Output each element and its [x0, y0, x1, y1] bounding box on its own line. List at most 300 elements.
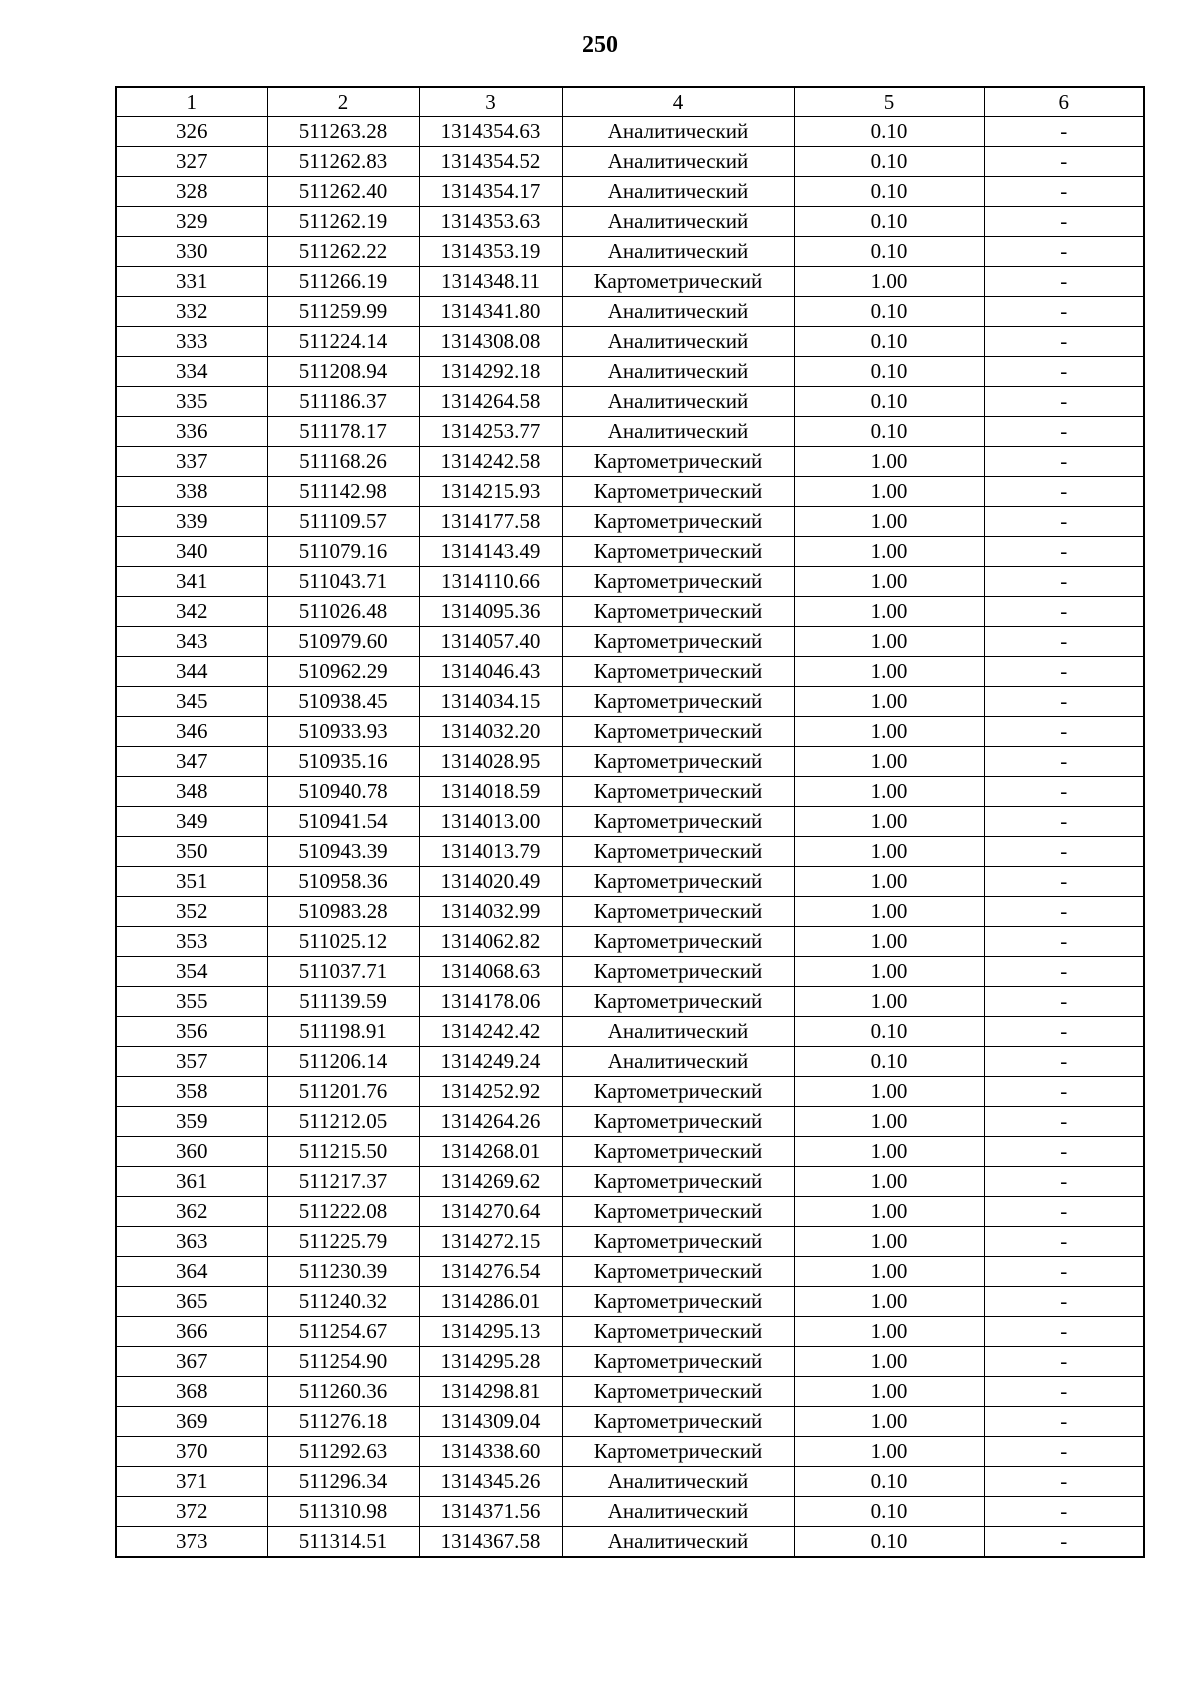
x-coordinate-cell: 511109.57 — [267, 507, 419, 537]
point-number-cell: 363 — [116, 1227, 267, 1257]
note-cell: - — [984, 957, 1144, 987]
table-row — [116, 177, 1144, 207]
method-cell: Картометрический — [562, 507, 794, 537]
x-coordinate-cell: 511260.36 — [267, 1377, 419, 1407]
point-number-cell: 365 — [116, 1287, 267, 1317]
y-coordinate-cell: 1314269.62 — [419, 1167, 562, 1197]
point-number-cell: 329 — [116, 207, 267, 237]
method-cell: Картометрический — [562, 777, 794, 807]
method-cell: Картометрический — [562, 927, 794, 957]
point-number-cell: 332 — [116, 297, 267, 327]
x-coordinate-cell: 511142.98 — [267, 477, 419, 507]
y-coordinate-cell: 1314062.82 — [419, 927, 562, 957]
table-row — [116, 1527, 1144, 1558]
method-cell: Картометрический — [562, 657, 794, 687]
accuracy-cell: 1.00 — [794, 987, 984, 1017]
method-cell: Аналитический — [562, 297, 794, 327]
table-body — [116, 117, 1144, 1558]
y-coordinate-cell: 1314013.00 — [419, 807, 562, 837]
x-coordinate-cell: 510935.16 — [267, 747, 419, 777]
note-cell: - — [984, 657, 1144, 687]
accuracy-cell: 1.00 — [794, 1227, 984, 1257]
point-number-cell: 351 — [116, 867, 267, 897]
method-cell: Картометрический — [562, 957, 794, 987]
note-cell: - — [984, 717, 1144, 747]
accuracy-cell: 0.10 — [794, 417, 984, 447]
accuracy-cell: 0.10 — [794, 357, 984, 387]
method-cell: Картометрический — [562, 1167, 794, 1197]
y-coordinate-cell: 1314371.56 — [419, 1497, 562, 1527]
x-coordinate-cell: 510979.60 — [267, 627, 419, 657]
y-coordinate-cell: 1314295.28 — [419, 1347, 562, 1377]
y-coordinate-cell: 1314292.18 — [419, 357, 562, 387]
table-row — [116, 147, 1144, 177]
point-number-cell: 360 — [116, 1137, 267, 1167]
point-number-cell: 336 — [116, 417, 267, 447]
method-cell: Аналитический — [562, 117, 794, 147]
note-cell: - — [984, 507, 1144, 537]
accuracy-cell: 1.00 — [794, 1287, 984, 1317]
point-number-cell: 349 — [116, 807, 267, 837]
point-number-cell: 346 — [116, 717, 267, 747]
y-coordinate-cell: 1314143.49 — [419, 537, 562, 567]
note-cell: - — [984, 627, 1144, 657]
x-coordinate-cell: 511025.12 — [267, 927, 419, 957]
point-number-cell: 335 — [116, 387, 267, 417]
note-cell: - — [984, 597, 1144, 627]
table-row — [116, 747, 1144, 777]
point-number-cell: 367 — [116, 1347, 267, 1377]
accuracy-cell: 0.10 — [794, 117, 984, 147]
point-number-cell: 334 — [116, 357, 267, 387]
x-coordinate-cell: 511201.76 — [267, 1077, 419, 1107]
table-row — [116, 687, 1144, 717]
table-row — [116, 567, 1144, 597]
method-cell: Картометрический — [562, 1407, 794, 1437]
table-row — [116, 237, 1144, 267]
method-cell: Аналитический — [562, 417, 794, 447]
x-coordinate-cell: 511292.63 — [267, 1437, 419, 1467]
accuracy-cell: 1.00 — [794, 1257, 984, 1287]
x-coordinate-cell: 510943.39 — [267, 837, 419, 867]
method-cell: Картометрический — [562, 1137, 794, 1167]
accuracy-cell: 1.00 — [794, 1437, 984, 1467]
x-coordinate-cell: 511314.51 — [267, 1527, 419, 1558]
point-number-cell: 358 — [116, 1077, 267, 1107]
accuracy-cell: 1.00 — [794, 597, 984, 627]
point-number-cell: 362 — [116, 1197, 267, 1227]
x-coordinate-cell: 510962.29 — [267, 657, 419, 687]
accuracy-cell: 1.00 — [794, 477, 984, 507]
accuracy-cell: 1.00 — [794, 507, 984, 537]
note-cell: - — [984, 747, 1144, 777]
x-coordinate-cell: 511168.26 — [267, 447, 419, 477]
table-row — [116, 1197, 1144, 1227]
table-row — [116, 507, 1144, 537]
point-number-cell: 352 — [116, 897, 267, 927]
method-cell: Картометрический — [562, 447, 794, 477]
method-cell: Картометрический — [562, 987, 794, 1017]
table-row — [116, 627, 1144, 657]
x-coordinate-cell: 511215.50 — [267, 1137, 419, 1167]
point-number-cell: 354 — [116, 957, 267, 987]
y-coordinate-cell: 1314020.49 — [419, 867, 562, 897]
note-cell: - — [984, 927, 1144, 957]
y-coordinate-cell: 1314354.17 — [419, 177, 562, 207]
x-coordinate-cell: 511310.98 — [267, 1497, 419, 1527]
accuracy-cell: 0.10 — [794, 1527, 984, 1558]
table-row — [116, 1077, 1144, 1107]
accuracy-cell: 0.10 — [794, 297, 984, 327]
method-cell: Аналитический — [562, 147, 794, 177]
method-cell: Картометрический — [562, 1377, 794, 1407]
x-coordinate-cell: 511259.99 — [267, 297, 419, 327]
x-coordinate-cell: 511262.40 — [267, 177, 419, 207]
accuracy-cell: 1.00 — [794, 1077, 984, 1107]
x-coordinate-cell: 511206.14 — [267, 1047, 419, 1077]
y-coordinate-cell: 1314367.58 — [419, 1527, 562, 1558]
table-row — [116, 327, 1144, 357]
accuracy-cell: 1.00 — [794, 867, 984, 897]
x-coordinate-cell: 511230.39 — [267, 1257, 419, 1287]
table-row — [116, 927, 1144, 957]
accuracy-cell: 1.00 — [794, 447, 984, 477]
note-cell: - — [984, 1077, 1144, 1107]
y-coordinate-cell: 1314268.01 — [419, 1137, 562, 1167]
note-cell: - — [984, 1107, 1144, 1137]
method-cell: Картометрический — [562, 717, 794, 747]
x-coordinate-cell: 511212.05 — [267, 1107, 419, 1137]
accuracy-cell: 0.10 — [794, 177, 984, 207]
note-cell: - — [984, 387, 1144, 417]
method-cell: Аналитический — [562, 1047, 794, 1077]
y-coordinate-cell: 1314095.36 — [419, 597, 562, 627]
method-cell: Картометрический — [562, 1287, 794, 1317]
y-coordinate-cell: 1314032.99 — [419, 897, 562, 927]
accuracy-cell: 1.00 — [794, 1197, 984, 1227]
accuracy-cell: 1.00 — [794, 1137, 984, 1167]
table-row — [116, 867, 1144, 897]
accuracy-cell: 1.00 — [794, 1317, 984, 1347]
point-number-cell: 338 — [116, 477, 267, 507]
method-cell: Картометрический — [562, 1317, 794, 1347]
method-cell: Аналитический — [562, 1497, 794, 1527]
table-row — [116, 1137, 1144, 1167]
point-number-cell: 339 — [116, 507, 267, 537]
note-cell: - — [984, 1437, 1144, 1467]
column-header-1: 1 — [116, 87, 267, 117]
y-coordinate-cell: 1314353.63 — [419, 207, 562, 237]
point-number-cell: 361 — [116, 1167, 267, 1197]
y-coordinate-cell: 1314242.58 — [419, 447, 562, 477]
note-cell: - — [984, 1137, 1144, 1167]
point-number-cell: 371 — [116, 1467, 267, 1497]
note-cell: - — [984, 1257, 1144, 1287]
note-cell: - — [984, 147, 1144, 177]
point-number-cell: 353 — [116, 927, 267, 957]
x-coordinate-cell: 511262.83 — [267, 147, 419, 177]
method-cell: Картометрический — [562, 567, 794, 597]
y-coordinate-cell: 1314034.15 — [419, 687, 562, 717]
table-row — [116, 1107, 1144, 1137]
table-row — [116, 207, 1144, 237]
accuracy-cell: 1.00 — [794, 627, 984, 657]
note-cell: - — [984, 807, 1144, 837]
point-number-cell: 356 — [116, 1017, 267, 1047]
table-row — [116, 837, 1144, 867]
point-number-cell: 350 — [116, 837, 267, 867]
accuracy-cell: 0.10 — [794, 237, 984, 267]
accuracy-cell: 1.00 — [794, 567, 984, 597]
page-number: 250 — [582, 32, 618, 58]
x-coordinate-cell: 511225.79 — [267, 1227, 419, 1257]
y-coordinate-cell: 1314345.26 — [419, 1467, 562, 1497]
y-coordinate-cell: 1314177.58 — [419, 507, 562, 537]
accuracy-cell: 1.00 — [794, 1407, 984, 1437]
note-cell: - — [984, 237, 1144, 267]
accuracy-cell: 1.00 — [794, 807, 984, 837]
column-header-4: 4 — [562, 87, 794, 117]
note-cell: - — [984, 357, 1144, 387]
point-number-cell: 331 — [116, 267, 267, 297]
note-cell: - — [984, 1047, 1144, 1077]
point-number-cell: 328 — [116, 177, 267, 207]
y-coordinate-cell: 1314270.64 — [419, 1197, 562, 1227]
column-header-3: 3 — [419, 87, 562, 117]
x-coordinate-cell: 510940.78 — [267, 777, 419, 807]
note-cell: - — [984, 1377, 1144, 1407]
point-number-cell: 340 — [116, 537, 267, 567]
method-cell: Аналитический — [562, 387, 794, 417]
point-number-cell: 348 — [116, 777, 267, 807]
table-row — [116, 1437, 1144, 1467]
y-coordinate-cell: 1314253.77 — [419, 417, 562, 447]
note-cell: - — [984, 1227, 1144, 1257]
y-coordinate-cell: 1314354.63 — [419, 117, 562, 147]
x-coordinate-cell: 510938.45 — [267, 687, 419, 717]
accuracy-cell: 1.00 — [794, 777, 984, 807]
x-coordinate-cell: 510983.28 — [267, 897, 419, 927]
column-header-2: 2 — [267, 87, 419, 117]
y-coordinate-cell: 1314272.15 — [419, 1227, 562, 1257]
note-cell: - — [984, 687, 1144, 717]
table-header-row — [116, 87, 1144, 117]
note-cell: - — [984, 297, 1144, 327]
y-coordinate-cell: 1314032.20 — [419, 717, 562, 747]
table-row — [116, 537, 1144, 567]
y-coordinate-cell: 1314018.59 — [419, 777, 562, 807]
y-coordinate-cell: 1314348.11 — [419, 267, 562, 297]
note-cell: - — [984, 867, 1144, 897]
accuracy-cell: 0.10 — [794, 327, 984, 357]
note-cell: - — [984, 1317, 1144, 1347]
note-cell: - — [984, 837, 1144, 867]
table-row — [116, 1017, 1144, 1047]
x-coordinate-cell: 511254.90 — [267, 1347, 419, 1377]
point-number-cell: 341 — [116, 567, 267, 597]
y-coordinate-cell: 1314028.95 — [419, 747, 562, 777]
table-row — [116, 717, 1144, 747]
x-coordinate-cell: 511043.71 — [267, 567, 419, 597]
x-coordinate-cell: 511254.67 — [267, 1317, 419, 1347]
x-coordinate-cell: 511026.48 — [267, 597, 419, 627]
accuracy-cell: 0.10 — [794, 147, 984, 177]
method-cell: Картометрический — [562, 897, 794, 927]
y-coordinate-cell: 1314338.60 — [419, 1437, 562, 1467]
method-cell: Картометрический — [562, 537, 794, 567]
note-cell: - — [984, 477, 1144, 507]
method-cell: Картометрический — [562, 687, 794, 717]
point-number-cell: 343 — [116, 627, 267, 657]
table-row — [116, 477, 1144, 507]
column-header-5: 5 — [794, 87, 984, 117]
method-cell: Картометрический — [562, 837, 794, 867]
method-cell: Картометрический — [562, 1257, 794, 1287]
table-row — [116, 807, 1144, 837]
y-coordinate-cell: 1314013.79 — [419, 837, 562, 867]
note-cell: - — [984, 267, 1144, 297]
note-cell: - — [984, 327, 1144, 357]
accuracy-cell: 0.10 — [794, 1047, 984, 1077]
note-cell: - — [984, 1497, 1144, 1527]
point-number-cell: 366 — [116, 1317, 267, 1347]
y-coordinate-cell: 1314068.63 — [419, 957, 562, 987]
x-coordinate-cell: 511266.19 — [267, 267, 419, 297]
point-number-cell: 326 — [116, 117, 267, 147]
method-cell: Картометрический — [562, 867, 794, 897]
method-cell: Картометрический — [562, 627, 794, 657]
accuracy-cell: 1.00 — [794, 717, 984, 747]
point-number-cell: 355 — [116, 987, 267, 1017]
method-cell: Аналитический — [562, 357, 794, 387]
note-cell: - — [984, 177, 1144, 207]
accuracy-cell: 1.00 — [794, 1347, 984, 1377]
table-row — [116, 117, 1144, 147]
x-coordinate-cell: 511079.16 — [267, 537, 419, 567]
y-coordinate-cell: 1314249.24 — [419, 1047, 562, 1077]
note-cell: - — [984, 897, 1144, 927]
accuracy-cell: 1.00 — [794, 657, 984, 687]
table-row — [116, 447, 1144, 477]
method-cell: Картометрический — [562, 267, 794, 297]
x-coordinate-cell: 511276.18 — [267, 1407, 419, 1437]
note-cell: - — [984, 567, 1144, 597]
note-cell: - — [984, 1167, 1144, 1197]
x-coordinate-cell: 511224.14 — [267, 327, 419, 357]
accuracy-cell: 1.00 — [794, 267, 984, 297]
accuracy-cell: 0.10 — [794, 1017, 984, 1047]
point-number-cell: 337 — [116, 447, 267, 477]
x-coordinate-cell: 511296.34 — [267, 1467, 419, 1497]
table-row — [116, 1497, 1144, 1527]
column-header-6: 6 — [984, 87, 1144, 117]
point-number-cell: 342 — [116, 597, 267, 627]
note-cell: - — [984, 537, 1144, 567]
x-coordinate-cell: 511139.59 — [267, 987, 419, 1017]
y-coordinate-cell: 1314264.26 — [419, 1107, 562, 1137]
accuracy-cell: 0.10 — [794, 1497, 984, 1527]
x-coordinate-cell: 511262.19 — [267, 207, 419, 237]
method-cell: Картометрический — [562, 1437, 794, 1467]
table-row — [116, 1347, 1144, 1377]
y-coordinate-cell: 1314276.54 — [419, 1257, 562, 1287]
table-row — [116, 267, 1144, 297]
table-row — [116, 1167, 1144, 1197]
y-coordinate-cell: 1314354.52 — [419, 147, 562, 177]
x-coordinate-cell: 511186.37 — [267, 387, 419, 417]
accuracy-cell: 0.10 — [794, 1467, 984, 1497]
note-cell: - — [984, 1197, 1144, 1227]
y-coordinate-cell: 1314341.80 — [419, 297, 562, 327]
y-coordinate-cell: 1314295.13 — [419, 1317, 562, 1347]
table-row — [116, 1377, 1144, 1407]
table-row — [116, 897, 1144, 927]
y-coordinate-cell: 1314252.92 — [419, 1077, 562, 1107]
point-number-cell: 359 — [116, 1107, 267, 1137]
accuracy-cell: 1.00 — [794, 1107, 984, 1137]
x-coordinate-cell: 511208.94 — [267, 357, 419, 387]
y-coordinate-cell: 1314057.40 — [419, 627, 562, 657]
x-coordinate-cell: 511037.71 — [267, 957, 419, 987]
x-coordinate-cell: 511222.08 — [267, 1197, 419, 1227]
method-cell: Картометрический — [562, 1197, 794, 1227]
note-cell: - — [984, 1467, 1144, 1497]
accuracy-cell: 0.10 — [794, 387, 984, 417]
point-number-cell: 372 — [116, 1497, 267, 1527]
table-row — [116, 777, 1144, 807]
method-cell: Картометрический — [562, 1077, 794, 1107]
point-number-cell: 370 — [116, 1437, 267, 1467]
table-row — [116, 597, 1144, 627]
note-cell: - — [984, 447, 1144, 477]
point-number-cell: 344 — [116, 657, 267, 687]
method-cell: Картометрический — [562, 1227, 794, 1257]
y-coordinate-cell: 1314110.66 — [419, 567, 562, 597]
table-row — [116, 1407, 1144, 1437]
method-cell: Аналитический — [562, 1527, 794, 1558]
note-cell: - — [984, 207, 1144, 237]
x-coordinate-cell: 511263.28 — [267, 117, 419, 147]
method-cell: Картометрический — [562, 807, 794, 837]
table-row — [116, 417, 1144, 447]
x-coordinate-cell: 511262.22 — [267, 237, 419, 267]
accuracy-cell: 1.00 — [794, 1377, 984, 1407]
point-number-cell: 330 — [116, 237, 267, 267]
method-cell: Картометрический — [562, 1347, 794, 1377]
y-coordinate-cell: 1314286.01 — [419, 1287, 562, 1317]
table-row — [116, 1257, 1144, 1287]
accuracy-cell: 1.00 — [794, 537, 984, 567]
method-cell: Аналитический — [562, 237, 794, 267]
method-cell: Аналитический — [562, 177, 794, 207]
note-cell: - — [984, 1407, 1144, 1437]
accuracy-cell: 1.00 — [794, 837, 984, 867]
note-cell: - — [984, 1527, 1144, 1558]
x-coordinate-cell: 511217.37 — [267, 1167, 419, 1197]
method-cell: Картометрический — [562, 597, 794, 627]
method-cell: Аналитический — [562, 207, 794, 237]
table-row — [116, 1467, 1144, 1497]
x-coordinate-cell: 510933.93 — [267, 717, 419, 747]
method-cell: Аналитический — [562, 1467, 794, 1497]
point-number-cell: 364 — [116, 1257, 267, 1287]
x-coordinate-cell: 511178.17 — [267, 417, 419, 447]
table-row — [116, 1227, 1144, 1257]
x-coordinate-cell: 511198.91 — [267, 1017, 419, 1047]
table-row — [116, 387, 1144, 417]
table-row — [116, 1317, 1144, 1347]
x-coordinate-cell: 511240.32 — [267, 1287, 419, 1317]
